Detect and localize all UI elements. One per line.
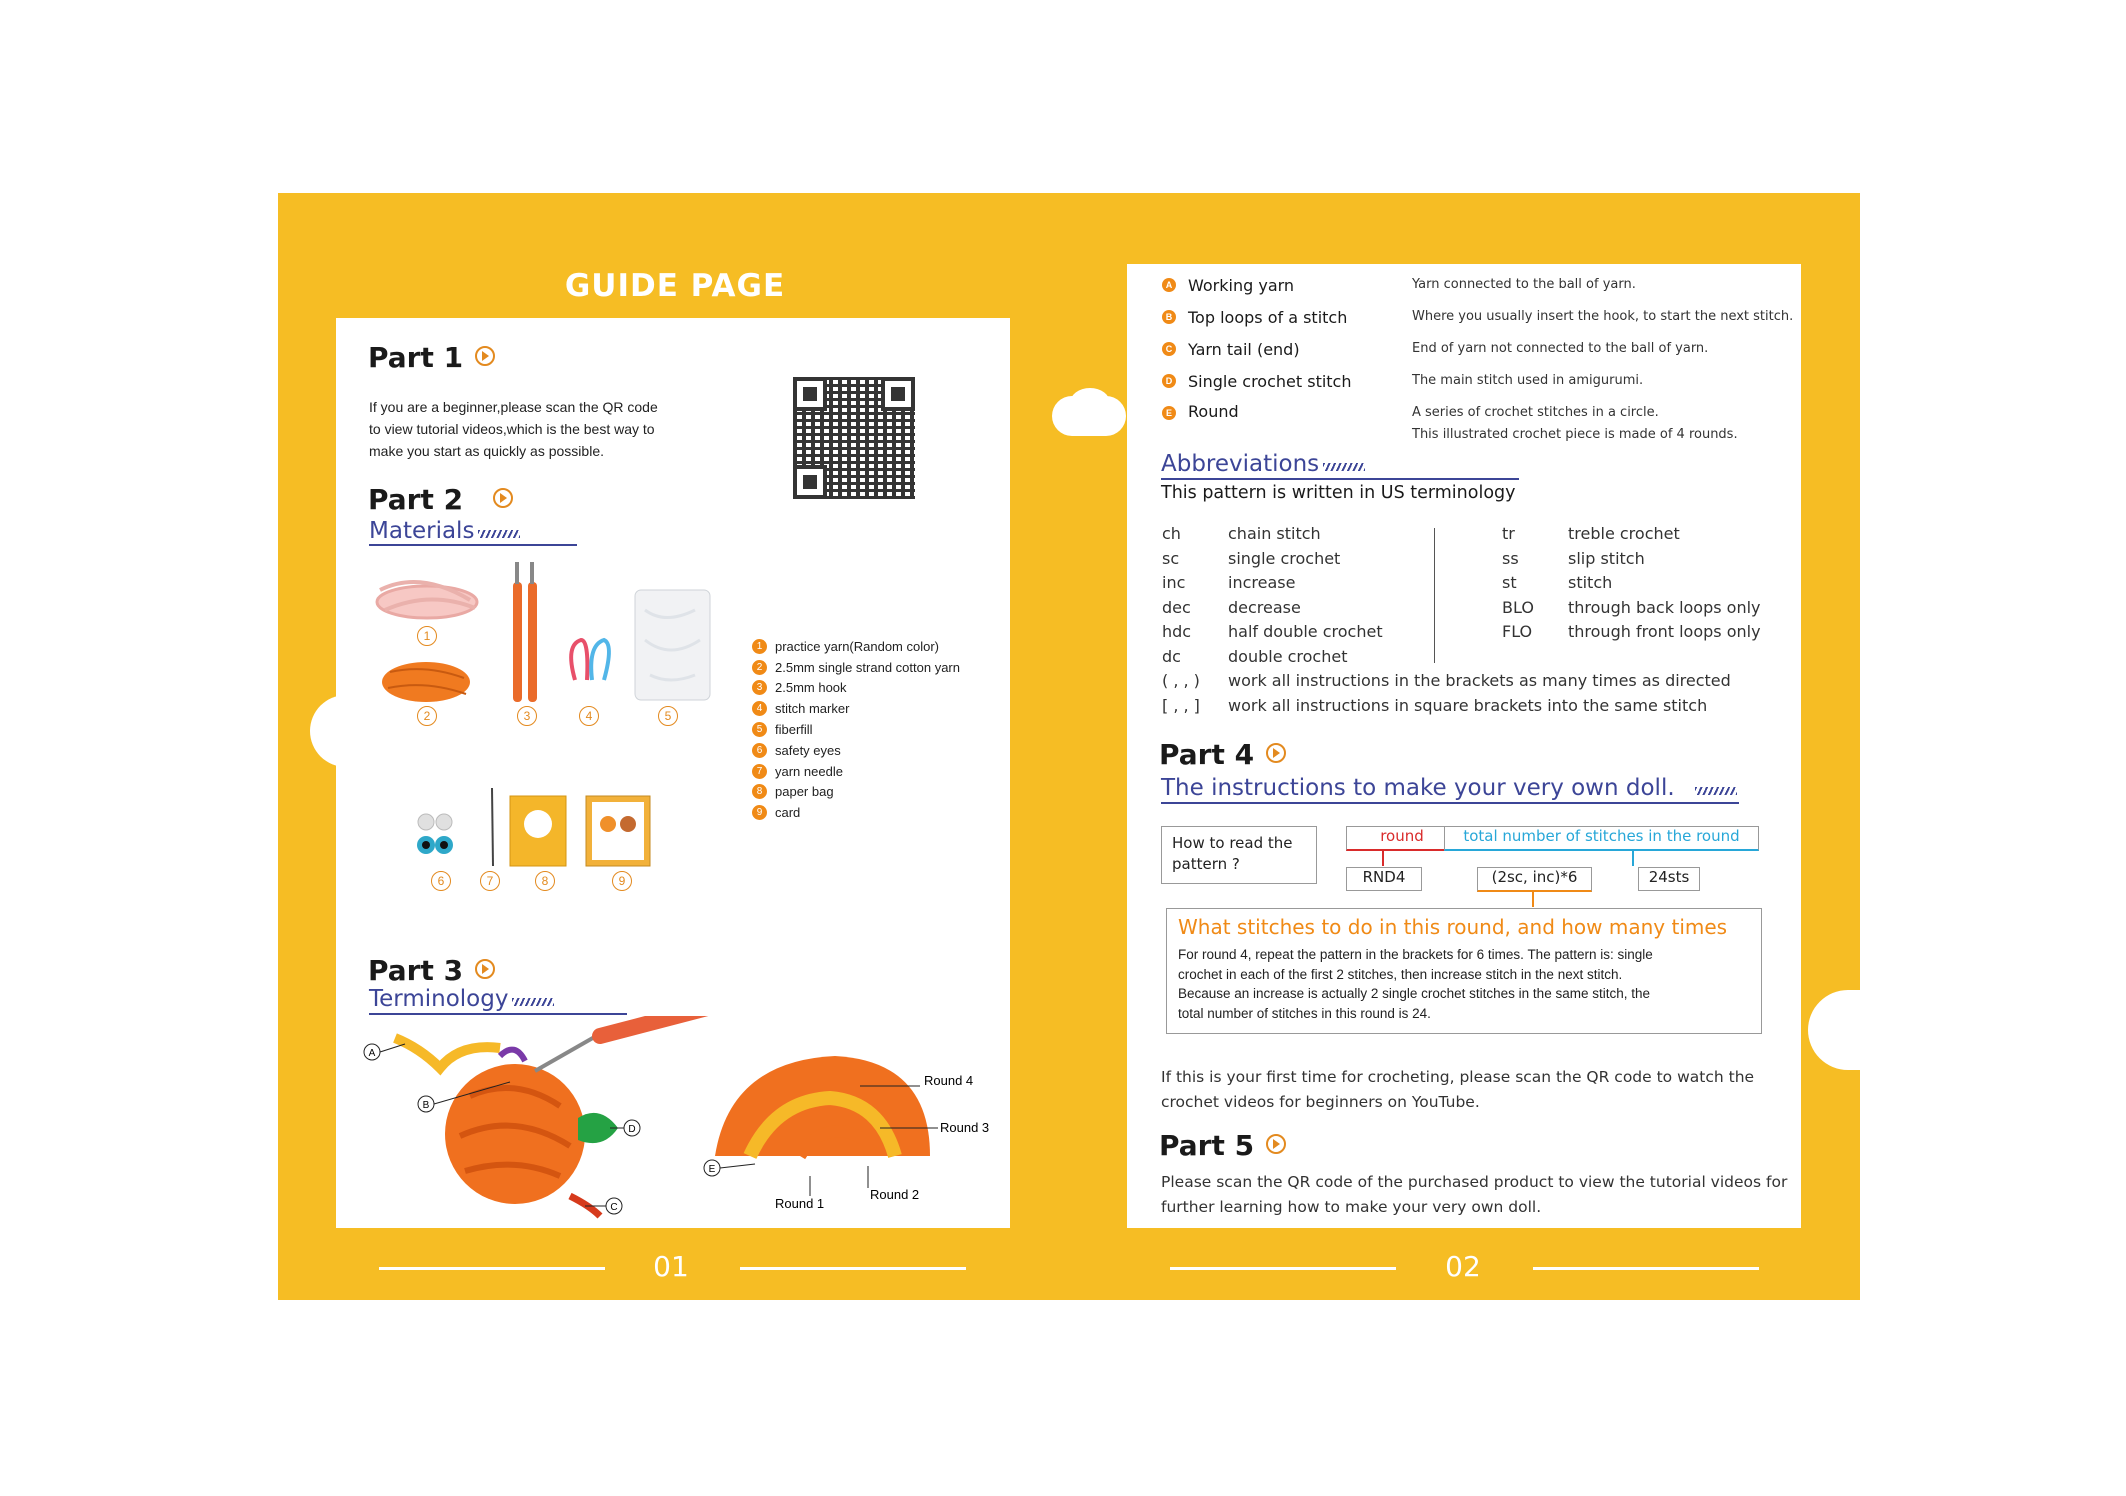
abbr-value: decrease [1228, 597, 1301, 617]
round-3-label: Round 3 [940, 1120, 990, 1135]
abbr-value: work all instructions in the brackets as many times as directed [1228, 671, 1731, 690]
term-definition: The main stitch used in amigurumi. [1412, 373, 1644, 388]
text-line: to view tutorial videos,which is the best way to [369, 421, 655, 437]
abbreviations-heading [1161, 451, 1365, 477]
part1-text [369, 396, 658, 462]
abbr-key: hdc [1162, 622, 1192, 641]
how-to-read-line: How to read the [1172, 834, 1293, 852]
explanation-line: For round 4, repeat the pattern in the brackets for 6 times. The pattern is: single [1178, 947, 1653, 962]
total-stitches-label: total number of stitches in the round [1444, 826, 1759, 851]
hook-image [513, 562, 537, 702]
term-row [1162, 402, 1738, 446]
list-badge: 7 [752, 764, 767, 779]
list-badge: 3 [752, 680, 767, 695]
callout-c: C [610, 1202, 618, 1213]
qr-code-icon[interactable] [793, 377, 915, 499]
materials-label: Materials [369, 518, 475, 544]
material-number: 6 [431, 871, 451, 891]
youtube-note [1161, 1065, 1754, 1115]
material-number: 2 [417, 706, 437, 726]
cloud-decoration [1070, 388, 1110, 418]
list-badge: 6 [752, 743, 767, 758]
list-label: paper bag [775, 784, 834, 800]
term-badge: B [1162, 310, 1176, 324]
list-label: practice yarn(Random color) [775, 638, 940, 654]
abbr-key: inc [1162, 573, 1186, 592]
abbr-row [1502, 547, 1761, 572]
page-number: 02 [1445, 1250, 1481, 1283]
abbr-value: treble crochet [1568, 524, 1680, 543]
part3-title: Part 3 [368, 954, 464, 987]
part3-heading [368, 954, 495, 987]
abbr-key: ss [1502, 548, 1519, 568]
abbr-value: through front loops only [1568, 622, 1761, 641]
practice-yarn-image [377, 582, 477, 618]
underline [1161, 802, 1739, 804]
list-badge: 9 [752, 805, 767, 820]
abbr-value: increase [1228, 573, 1296, 592]
part2-title: Part 2 [368, 483, 464, 516]
term-badge: E [1162, 406, 1176, 420]
crochet-rounds-image [715, 1056, 930, 1156]
material-number: 3 [517, 706, 537, 726]
term-badge: D [1162, 374, 1176, 388]
column-divider [1434, 528, 1435, 663]
terminology-subheading [369, 986, 554, 1012]
abbr-row [1502, 620, 1761, 645]
round-1-label: Round 1 [775, 1196, 825, 1211]
abbr-value: chain stitch [1228, 524, 1321, 543]
term-row [1162, 274, 1636, 296]
part2-heading [368, 483, 513, 516]
terminology-label: Terminology [369, 986, 509, 1012]
abbr-key: [ , , ] [1162, 695, 1200, 715]
abbr-value: stitch [1568, 573, 1613, 592]
abbr-row [1162, 645, 1731, 670]
abbr-key: ch [1162, 524, 1181, 543]
term-name: Yarn tail (end) [1188, 339, 1300, 359]
underline [1161, 478, 1519, 480]
callout-a: A [368, 1048, 376, 1059]
arrow-right-icon [475, 959, 495, 979]
abbr-value: through back loops only [1568, 597, 1761, 617]
abbr-value: work all instructions in square brackets into the same stitch [1228, 695, 1708, 715]
connector-line [1632, 850, 1634, 866]
list-badge: 1 [752, 639, 767, 654]
text-line: If this is your first time for crocheting, please scan the QR code to watch the [1161, 1068, 1755, 1086]
abbr-value: slip stitch [1568, 548, 1645, 568]
list-label: card [775, 805, 801, 821]
connector-line [1382, 850, 1384, 866]
abbr-key: st [1502, 573, 1517, 592]
list-item [752, 678, 960, 699]
list-item [752, 698, 960, 719]
list-badge: 4 [752, 701, 767, 716]
footer-line [1533, 1267, 1759, 1270]
footer-line [1170, 1267, 1396, 1270]
abbreviations-right-column [1502, 522, 1761, 645]
fiberfill-image [635, 590, 710, 700]
term-definition: Where you usually insert the hook, to start the next stitch. [1412, 309, 1794, 324]
explanation-line: crochet in each of the first 2 stitches, then increase stitch in the next stitch. [1178, 966, 1623, 982]
abbr-key: tr [1502, 524, 1515, 543]
rnd-value: RND4 [1346, 867, 1422, 891]
text-line: crochet videos for beginners on YouTube. [1161, 1093, 1480, 1111]
materials-illustration [360, 560, 730, 890]
underline [369, 544, 577, 546]
list-badge: 2 [752, 660, 767, 675]
list-badge: 8 [752, 784, 767, 799]
abbr-row [1162, 694, 1731, 719]
term-definition: End of yarn not connected to the ball of yarn. [1412, 341, 1709, 356]
explanation-text [1178, 945, 1761, 1023]
text-line: Please scan the QR code of the purchased product to view the tutorial videos for [1161, 1173, 1788, 1191]
explanation-line: total number of stitches in this round is 24. [1178, 1005, 1431, 1021]
abbr-key: FLO [1502, 622, 1533, 641]
part5-title: Part 5 [1159, 1129, 1255, 1162]
paper-bag-image [510, 796, 566, 866]
material-number: 1 [417, 626, 437, 646]
list-label: yarn needle [775, 763, 843, 779]
connector-line [1532, 891, 1534, 907]
text-line: further learning how to make your very own doll. [1161, 1198, 1542, 1216]
material-number: 7 [480, 871, 500, 891]
part5-heading [1159, 1129, 1286, 1162]
definition-line: A series of crochet stitches in a circle. [1412, 405, 1659, 420]
stitch-count-value: 24sts [1638, 867, 1700, 891]
callout-d: D [628, 1124, 636, 1135]
safety-eyes-image [417, 814, 453, 854]
term-name: Top loops of a stitch [1188, 307, 1348, 327]
term-name: Round [1188, 402, 1239, 421]
underline [369, 1013, 627, 1015]
hatch-decoration [478, 530, 520, 538]
how-to-read-box [1161, 826, 1317, 884]
abbr-row [1502, 522, 1761, 547]
arrow-right-icon [475, 346, 495, 366]
callout-b: B [422, 1100, 430, 1111]
term-row [1162, 306, 1793, 328]
abbr-key: dc [1162, 646, 1181, 666]
guide-title: GUIDE PAGE [564, 268, 786, 304]
list-label: safety eyes [775, 742, 841, 758]
abbr-value: double crochet [1228, 646, 1348, 666]
list-item [752, 782, 960, 803]
arrow-right-icon [1266, 1134, 1286, 1154]
instructions-label: The instructions to make your very own doll. [1161, 775, 1675, 801]
part5-text [1161, 1170, 1787, 1220]
crochet-ball-image [395, 1016, 715, 1216]
list-label: stitch marker [775, 701, 850, 717]
page-number: 01 [653, 1250, 689, 1283]
text-line: make you start as quickly as possible. [369, 443, 604, 459]
abbr-row [1502, 571, 1761, 596]
arrow-right-icon [1266, 743, 1286, 763]
material-number: 9 [612, 871, 632, 891]
part1-title: Part 1 [368, 341, 464, 374]
stitch-marker-image [571, 640, 609, 680]
round-label: round [1346, 826, 1458, 851]
how-to-read-line: pattern ? [1172, 855, 1240, 873]
abbr-row [1502, 596, 1761, 621]
arrow-right-icon [493, 488, 513, 508]
abbr-key: dec [1162, 597, 1191, 617]
crochet-illustration [360, 1016, 1010, 1226]
part4-title: Part 4 [1159, 738, 1255, 771]
abbr-key: sc [1162, 548, 1180, 568]
list-item [752, 657, 960, 678]
materials-list [752, 636, 960, 823]
list-item [752, 761, 960, 782]
material-number: 8 [535, 871, 555, 891]
hatch-decoration [1695, 787, 1737, 795]
definition-line: This illustrated crochet piece is made of 4 rounds. [1412, 427, 1738, 442]
materials-subheading [369, 518, 520, 544]
instructions-subheading [1161, 775, 1737, 801]
abbr-row [1162, 669, 1731, 694]
list-item [752, 802, 960, 823]
list-item [752, 740, 960, 761]
abbr-value: half double crochet [1228, 622, 1383, 641]
list-item [752, 636, 960, 657]
hatch-decoration [512, 998, 554, 1006]
term-badge: C [1162, 342, 1176, 356]
abbreviations-label: Abbreviations [1161, 451, 1320, 477]
list-label: fiberfill [775, 722, 813, 738]
callout-e: E [708, 1164, 716, 1175]
cotton-yarn-image [382, 662, 470, 702]
abbr-key: ( , , ) [1162, 671, 1200, 690]
explanation-box [1166, 908, 1762, 1034]
material-number: 5 [658, 706, 678, 726]
list-label: 2.5mm single strand cotton yarn [775, 659, 960, 675]
term-row [1162, 338, 1708, 360]
explanation-title: What stitches to do in this round, and how many times [1178, 915, 1728, 939]
term-name: Working yarn [1188, 275, 1295, 295]
material-number: 4 [579, 706, 599, 726]
round-4-label: Round 4 [924, 1073, 974, 1088]
text-line: If you are a beginner,please scan the QR code [369, 399, 658, 415]
terminology-note: This pattern is written in US terminology [1161, 483, 1516, 503]
part4-heading [1159, 738, 1286, 771]
term-name: Single crochet stitch [1188, 371, 1352, 391]
abbr-value: single crochet [1228, 548, 1341, 568]
list-label: 2.5mm hook [775, 680, 847, 696]
explanation-line: Because an increase is actually 2 single crochet stitches in the same stitch, the [1178, 986, 1650, 1001]
list-badge: 5 [752, 722, 767, 737]
card-image [586, 796, 650, 866]
footer-line [740, 1267, 966, 1270]
term-badge: A [1162, 278, 1176, 292]
term-definition [1412, 402, 1738, 446]
footer-line [379, 1267, 605, 1270]
hatch-decoration [1323, 463, 1365, 471]
term-row [1162, 370, 1643, 392]
list-item [752, 719, 960, 740]
term-definition: Yarn connected to the ball of yarn. [1412, 277, 1636, 292]
pattern-value: (2sc, inc)*6 [1477, 867, 1592, 892]
yarn-needle-image [492, 788, 493, 866]
part1-heading [368, 341, 495, 374]
abbr-key: BLO [1502, 597, 1534, 617]
round-2-label: Round 2 [870, 1187, 920, 1202]
